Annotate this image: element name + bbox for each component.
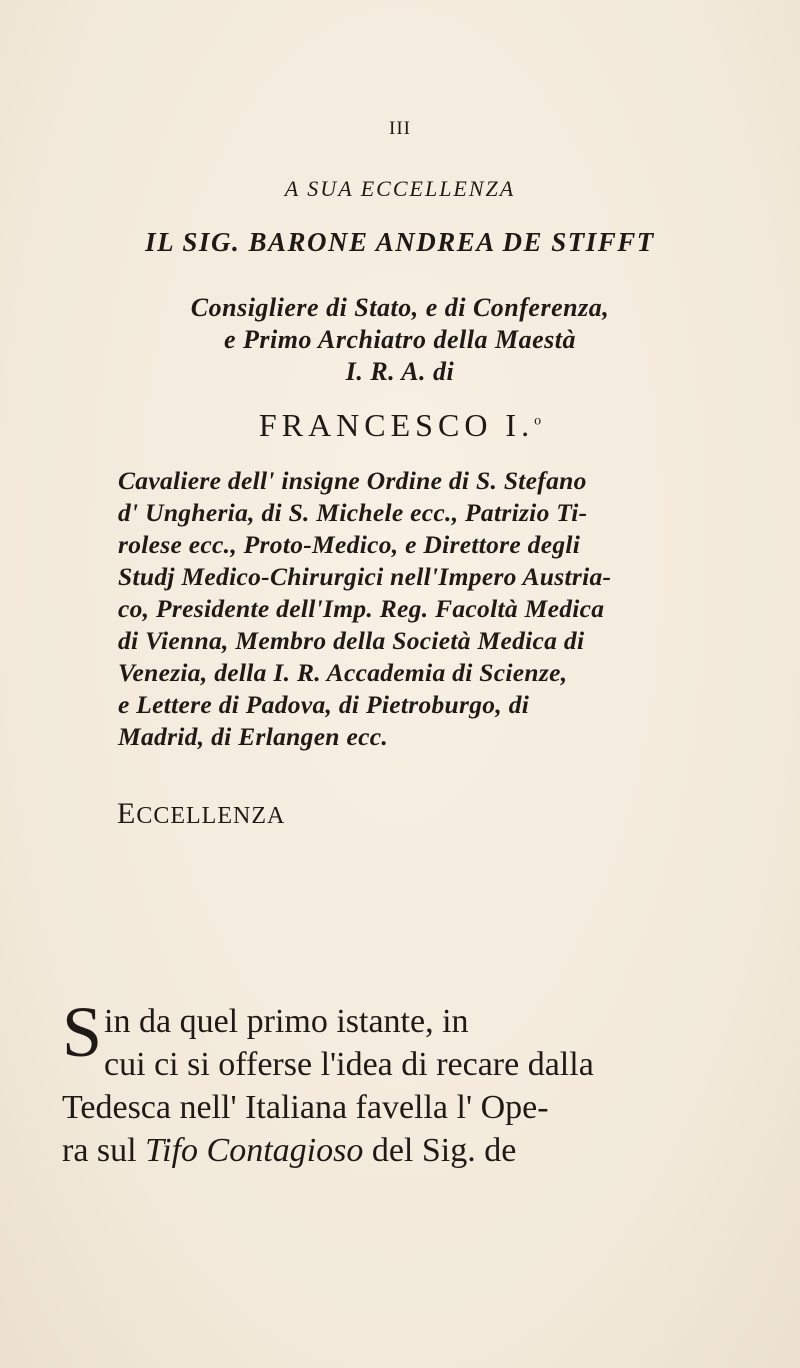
titles-line: e Primo Archiatro della Maestà — [223, 325, 577, 354]
honours-line: e Lettere di Padova, di Pietroburgo, di — [118, 690, 530, 719]
page-number: III — [389, 118, 411, 139]
body-line: cui ci si offerse l'idea di recare dalla — [104, 1046, 594, 1083]
body-line: Tedesca nell' Italiana favella l' Ope- — [62, 1089, 549, 1126]
body-line-4 — [62, 1129, 752, 1172]
honours-paragraph — [118, 465, 678, 753]
recipient-name: IL SIG. BARONE ANDREA DE STIFFT — [145, 227, 655, 257]
recipient-titles — [0, 292, 800, 388]
honours-line: rolese ecc., Proto-Medico, e Direttore degli — [118, 530, 581, 559]
salutation — [117, 797, 285, 831]
drop-cap: S — [62, 992, 103, 1072]
salutation-initial: E — [117, 797, 137, 830]
body-text-segment: del Sig. de — [371, 1132, 517, 1169]
dedication-heading: A SUA ECCELLENZA — [284, 176, 516, 201]
honours-line: Venezia, della I. R. Accademia di Scienze, — [118, 658, 568, 687]
honours-line: d' Ungheria, di S. Michele ecc., Patrizio Ti- — [118, 498, 588, 527]
salutation-rest: CCELLENZA — [136, 803, 286, 829]
honours-line: Cavaliere dell' insigne Ordine di S. Stefano — [118, 466, 587, 495]
titles-line: Consigliere di Stato, e di Conferenza, — [190, 293, 610, 322]
emperor-name — [0, 407, 800, 444]
honours-line: co, Presidente dell'Imp. Reg. Facoltà Medica — [118, 594, 605, 623]
body-text-segment: ra sul — [62, 1132, 137, 1169]
body-line: in da quel primo istante, in — [104, 1003, 469, 1040]
body-paragraph — [62, 992, 752, 1172]
titles-line: I. R. A. di — [345, 357, 455, 386]
ordinal-mark: o — [534, 413, 542, 429]
honours-line: di Vienna, Membro della Società Medica di — [118, 626, 585, 655]
work-title: Tifo Contagioso — [145, 1132, 364, 1169]
emperor-name-text: FRANCESCO I. — [258, 407, 535, 443]
honours-line: Madrid, di Erlangen ecc. — [118, 722, 388, 751]
honours-line: Studj Medico-Chirurgici nell'Impero Austria- — [118, 562, 612, 591]
